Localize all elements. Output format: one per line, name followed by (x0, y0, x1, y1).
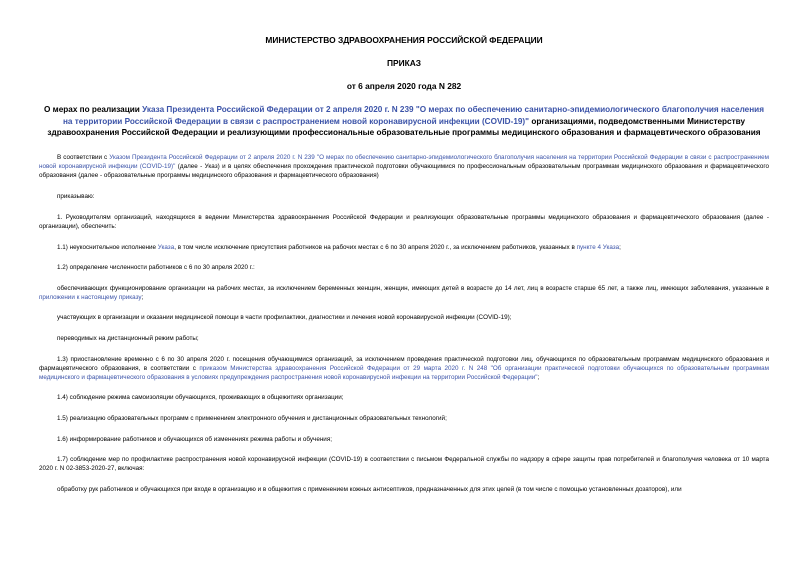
document-type: ПРИКАЗ (386, 58, 422, 68)
paragraph-text: , в том числе исключение присутствия работников на рабочих местах с 6 по 30 апреля 2020 г., за исключением работников, указанных в (174, 243, 577, 251)
title-text: организациями, подведомственными Министерству здравоохранения Российской Федерации и реализующими профессиональные образовательные программы медицинского образования и фармацевтического образования (47, 116, 761, 137)
paragraph: участвующих в организации и оказании медицинской помощи в части профилактики, диагностики и лечения новой коронавирусной инфекции (COVID-19); (57, 314, 512, 322)
decree-link[interactable]: Указом Президента Российской Федерации от 2 апреля 2020 г. N 239 "О мерах по обеспечению санитарно-эпидемиологического благополучия населения на территории Российской Федерации в связи с распространением новой коронавирусной инфекции (COVID-19)" (39, 153, 769, 170)
document-body (39, 153, 769, 494)
paragraph: 1.4) соблюдение режима самоизоляции обучающихся, проживающих в общежитиях организации; (57, 394, 344, 402)
paragraph-text: (далее - Указ) и в целях обеспечения прохождения практической подготовки обучающимися по профессиональным образовательным программам медицинского образования и фармацевтического образования (далее - образовательные программы медицинского образования и фармацевтического образования) (39, 162, 769, 179)
paragraph: 1.6) информирование работников и обучающихся об изменениях режима работы и обучения; (57, 435, 332, 443)
paragraph: переводимых на дистанционный режим работы; (57, 335, 199, 343)
paragraph: 1.5) реализацию образовательных программ с применением электронного обучения и дистанционных образовательных технологий; (57, 415, 447, 422)
paragraph-text: ; (619, 243, 621, 251)
paragraph (39, 284, 769, 302)
paragraph (39, 153, 769, 180)
paragraph-text: обеспечивающих функционирование организации на рабочих местах, за исключением беременных женщин, женщин, имеющих детей в возрасте до 14 лет, лиц в возрасте старше 65 лет, а также лиц, имеющих заболевания, указанные в (57, 284, 769, 292)
paragraph-text: 1.1) неукоснительное исполнение (57, 243, 158, 251)
paragraph-text: ; (141, 293, 144, 301)
title-text: О мерах по реализации (44, 105, 143, 114)
paragraph-text: В соответствии с (57, 153, 110, 161)
paragraph (39, 243, 769, 252)
document-title (39, 104, 769, 139)
paragraph: обработку рук работников и обучающихся при входе в организацию и в общежития с применением кожных антисептиков, предназначенных для этих целей (в том числе с помощью установленных дозаторов), или (57, 485, 682, 493)
order-link[interactable]: приказом Министерства здравоохранения Российской Федерации от 29 марта 2020 г. N 248 "Об организации практической подготовки обучающихся по образовательным программам медицинского и фармацевтического образования в условиях предупреждения распространения новой коронавирусной инфекции на территории Российской Федерации" (39, 364, 770, 381)
paragraph: 1.7) соблюдение мер по профилактике распространения новой коронавирусной инфекции (COVID-19) в соответствии с письмом Федеральной службы по надзору в сфере защиты прав потребителей и благополучия человека от 10 марта 2020 г. N 02-3853-2020-27, включая: (39, 456, 769, 473)
appendix-link[interactable]: приложении к настоящему приказу (39, 293, 142, 301)
paragraph: приказываю: (57, 193, 95, 201)
paragraph: 1. Руководителям организаций, находящихся в ведении Министерства здравоохранения Российской Федерации и реализующих образовательные программы медицинского образования и фармацевтического образования (далее - организации), обеспечить: (39, 213, 769, 230)
ministry-heading: МИНИСТЕРСТВО ЗДРАВООХРАНЕНИЯ РОССИЙСКОЙ ФЕДЕРАЦИИ (265, 35, 543, 45)
paragraph-text: 1.3) приостановление временно с 6 по 30 апреля 2020 г. посещения обучающимися организаций, за исключением проведения практической подготовки лиц, обучающихся по образовательным программам медицинского образования и фармацевтического образования, в соответствии с (39, 355, 769, 372)
decree-clause-link[interactable]: пункте 4 Указа (576, 243, 620, 251)
paragraph-text: ; (537, 373, 540, 381)
decree-link[interactable]: Указа (157, 243, 175, 251)
decree-link[interactable]: Указа Президента Российской Федерации от 2 апреля 2020 г. N 239 "О мерах по обеспечению санитарно-эпидемиологического благополучия населения на территории Российской Федерации в связи с распространением новой коронавирусной инфекции (COVID-19)" (62, 105, 764, 126)
paragraph: 1.2) определение численности работников с 6 по 30 апреля 2020 г.: (57, 264, 255, 272)
paragraph (39, 355, 769, 382)
document-date-number: от 6 апреля 2020 года N 282 (346, 81, 462, 91)
